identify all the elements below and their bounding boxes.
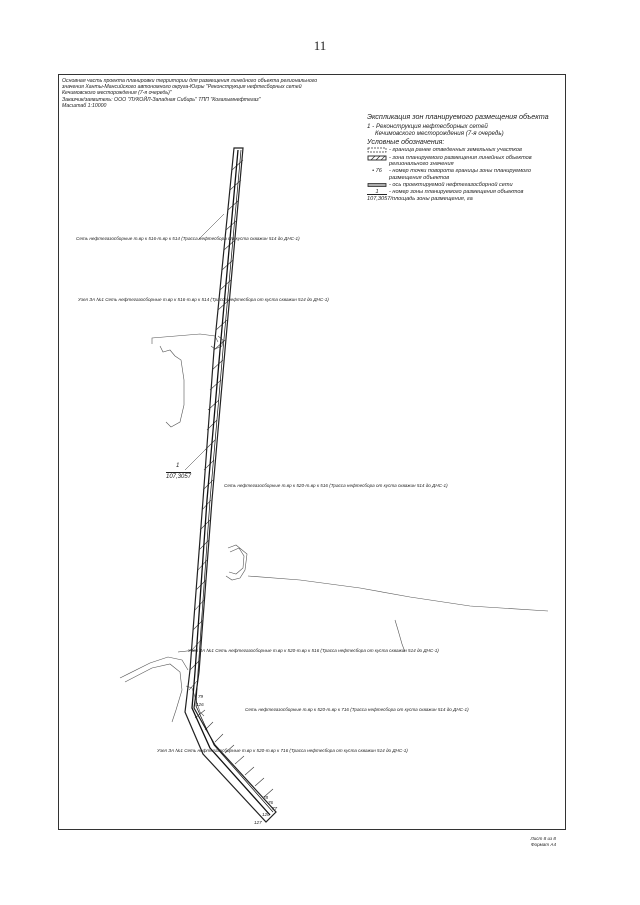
point-number: 78 <box>263 795 269 800</box>
header-line: Основная часть проекта планировки территории для размещения линейного объекта регионального <box>62 78 318 84</box>
pipeline-label: Узел ЗА №1 Сеть нефтегазосборные т.вр к 520-т.вр к 516 (Трасса нефтесбора от куста скважин 514 до ДНС-1) <box>188 648 439 653</box>
point-number: 126 <box>196 702 204 707</box>
point-number: 127 <box>254 820 262 825</box>
point-marker-icon: • 76 <box>372 168 382 175</box>
zone-number-icon: 1 <box>367 189 387 195</box>
sheet-number: Лист 8 из 8 <box>530 836 556 841</box>
pipeline-label: Сеть нефтегазосборные т.вр к 516-т.вр к 514 (Трасса нефтесбора от куста скважин 514 до ДНС-1) <box>76 236 300 241</box>
header-line: Масштаб 1:10000 <box>62 102 107 109</box>
header-line: Заказчик/заявитель: ООО "ЛУКОЙЛ-Западная Сибирь" ТПП "Когалымнефтегаз" <box>62 96 261 103</box>
legend-item-text: - зона планируемого размещения линейных объектов регионального значения <box>389 154 532 167</box>
legend-item-text: - номер точки поворота границы зоны планируемого размещения объектов <box>389 168 531 181</box>
existing-plots <box>120 334 548 722</box>
point-number: 120 <box>262 812 270 817</box>
pipeline-label: Сеть нефтегазосборные т.вр к 520-т.вр к 516 (Трасса нефтесбора от куста скважин 514 до ДНС-1) <box>224 483 448 488</box>
header-line: значения Ханты-Мансийского автономного округа-Югры "Реконструкция нефтесборных сетей <box>62 84 302 91</box>
legend-item-text: - номер зоны планируемого размещения объектов <box>389 189 524 196</box>
point-number: 76 <box>268 800 274 805</box>
pipeline-label: Узел ЗА №1 Сеть нефтегазосборные т.вр к 516-т.вр к 514 (Трасса нефтесбора от куста скважин 514 до ДНС-1) <box>78 297 329 302</box>
legend-object-line: Кечимовского месторождения (7-я очередь) <box>375 130 504 138</box>
page-number: 11 <box>313 38 327 53</box>
legend-title: Экспликация зон планируемого размещения объекта <box>367 112 549 121</box>
legend-conventions-title: Условные обозначения: <box>367 139 445 147</box>
point-number: 77 <box>272 806 278 811</box>
legend-item-text: /площадь зоны размещения, га <box>390 196 473 203</box>
area-marker: 107,3057 <box>367 196 391 203</box>
pipeline-label: Сеть нефтегазосборные т.вр к 520-т.вр к 716 (Трасса нефтесбора от куста скважин 514 до ДНС-1) <box>245 707 469 712</box>
legend-item-text: - ось проектируемой нефтегазосборной сети <box>389 181 513 188</box>
sheet-format: Формат А4 <box>530 841 556 847</box>
header-line: Кечимовского месторождения (7-я очередь)" <box>62 90 172 97</box>
point-number: 79 <box>198 694 204 699</box>
legend-object-line: 1 - Реконструкция нефтесборных сетей <box>367 123 488 130</box>
pipeline-label: Узел ЗА №1 Сеть нефтегазосборные т.вр к 520-т.вр к 716 (Трасса нефтесбора от куста скважин 514 до ДНС-1) <box>157 748 408 753</box>
sheet-info <box>531 836 556 847</box>
legend-item-text: - граница ранее отведенных земельных участков <box>389 147 522 154</box>
zone-area-label: 107,3057 <box>166 474 192 480</box>
zone-number-label: 1 <box>176 463 180 469</box>
